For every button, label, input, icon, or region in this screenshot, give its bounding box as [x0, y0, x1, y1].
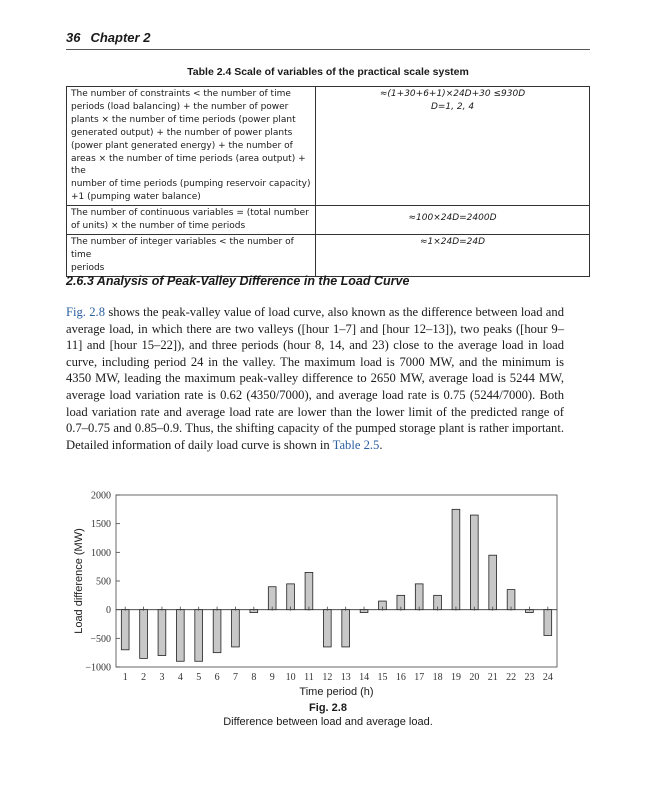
bar [507, 590, 515, 610]
x-tick-label: 5 [196, 672, 202, 683]
x-tick-label: 8 [251, 672, 257, 683]
x-tick-label: 23 [524, 672, 535, 683]
bar [470, 515, 478, 610]
table-line: +1 (pumping water balance) [71, 192, 201, 203]
table-line: areas × the number of time periods (area output) + the [71, 153, 306, 177]
bar [268, 587, 276, 610]
bar [544, 610, 552, 636]
figure-label: Fig. 2.8 [309, 702, 347, 714]
section-heading: 2.6.3 Analysis of Peak-Valley Difference in the Load Curve [66, 274, 410, 288]
bar [213, 610, 221, 653]
x-tick-label: 4 [177, 672, 183, 683]
x-tick-label: 14 [359, 672, 370, 683]
table-line: The number of constraints < the number of time [71, 89, 291, 99]
bar [121, 610, 129, 650]
page-number: 36 [66, 30, 81, 45]
table-line: periods (load balancing) + the number of power [71, 101, 289, 112]
x-tick-label: 6 [214, 672, 220, 683]
y-tick-label: 1000 [91, 547, 111, 559]
x-tick-label: 15 [377, 672, 388, 683]
bar [195, 610, 203, 662]
bar [342, 610, 350, 647]
table-line: The number of continuous variables = (total number [71, 208, 309, 219]
x-tick-label: 24 [542, 672, 553, 683]
bar [489, 555, 497, 609]
x-tick-label: 13 [340, 672, 351, 683]
bar [232, 610, 240, 647]
table-line: of units) × the number of time periods [71, 221, 246, 232]
x-tick-label: 7 [232, 672, 238, 683]
bar [452, 509, 460, 609]
y-tick-label: 2000 [91, 490, 111, 502]
table-line: ≈1×24D=24D [419, 236, 486, 247]
table-line: ≈(1+30+6+1)×24D+30 ≤930D [379, 89, 526, 99]
table-line: plants × the number of time periods (power plant [71, 114, 296, 125]
figure-link[interactable]: Fig. 2.8 [66, 305, 106, 319]
x-tick-label: 1 [122, 672, 128, 683]
bar [305, 572, 313, 609]
y-axis-label: Load difference (MW) [73, 528, 85, 634]
table-line: periods [71, 262, 105, 273]
paragraph-text: shows the peak-valley value of load curve, also known as the difference between load and average load, in which there are two valleys ([hour 1–7] and [hour 12–13]), two peaks ([hour 9–11] and [hour 15–22]), and three periods (hour 8, 14, and 23) close to the average load in load curve, including period 24 in the valley. The maximum load is 7000 MW, and the minimum is 4350 MW, leading the maximum peak-valley difference to 2650 MW, average load is 5244 MW, average load variation rate is 0.62 (4350/7000), and average load rate is 0.75 (5244/7000). Both load variation rate and average load rate are lower than the lower limit of the predicted range of 0.7–0.75 and 0.85–0.9. Thus, the shifting capacity of the pumped storage plant is rather important. Detailed information of daily load curve is shown in [66, 305, 564, 452]
x-tick-label: 17 [414, 672, 425, 683]
y-tick-label: 0 [106, 605, 111, 617]
paragraph-end: . [379, 437, 383, 452]
x-tick-label: 20 [469, 672, 480, 683]
y-tick-label: 1500 [91, 519, 111, 531]
figure-caption: Difference between load and average load. [223, 716, 433, 728]
x-tick-label: 9 [269, 672, 275, 683]
table-line: (power plant generated energy) + the number of [71, 140, 293, 151]
table-line: D=1, 2, 4 [430, 101, 475, 112]
bar [140, 610, 148, 659]
bar [158, 610, 166, 656]
table-line: number of time periods (pumping reservoir capacity) [71, 179, 311, 190]
x-tick-label: 2 [141, 672, 147, 683]
x-tick-label: 3 [159, 672, 165, 683]
table-caption: Table 2.4 Scale of variables of the practical scale system [187, 66, 469, 78]
x-tick-label: 16 [395, 672, 406, 683]
y-tick-label: −500 [90, 633, 111, 645]
x-tick-label: 11 [304, 672, 314, 683]
chapter-title: Chapter 2 [90, 30, 151, 45]
x-tick-label: 22 [506, 672, 517, 683]
x-tick-label: 18 [432, 672, 443, 683]
x-tick-label: 10 [285, 672, 296, 683]
table-line: The number of integer variables < the number of time [71, 236, 294, 260]
table-link[interactable]: Table 2.5 [332, 437, 380, 452]
table-line: generated output) + the number of power plants [71, 127, 293, 138]
y-tick-label: −1000 [85, 662, 111, 674]
table-line: ≈100×24D=2400D [408, 213, 497, 224]
bar [323, 610, 331, 647]
x-axis-label: Time period (h) [299, 686, 374, 698]
bar [415, 584, 423, 610]
bar [287, 584, 295, 610]
x-tick-label: 12 [322, 672, 333, 683]
bar [176, 610, 184, 662]
y-tick-label: 500 [96, 576, 111, 588]
x-tick-label: 21 [487, 672, 498, 683]
x-tick-label: 19 [450, 672, 461, 683]
